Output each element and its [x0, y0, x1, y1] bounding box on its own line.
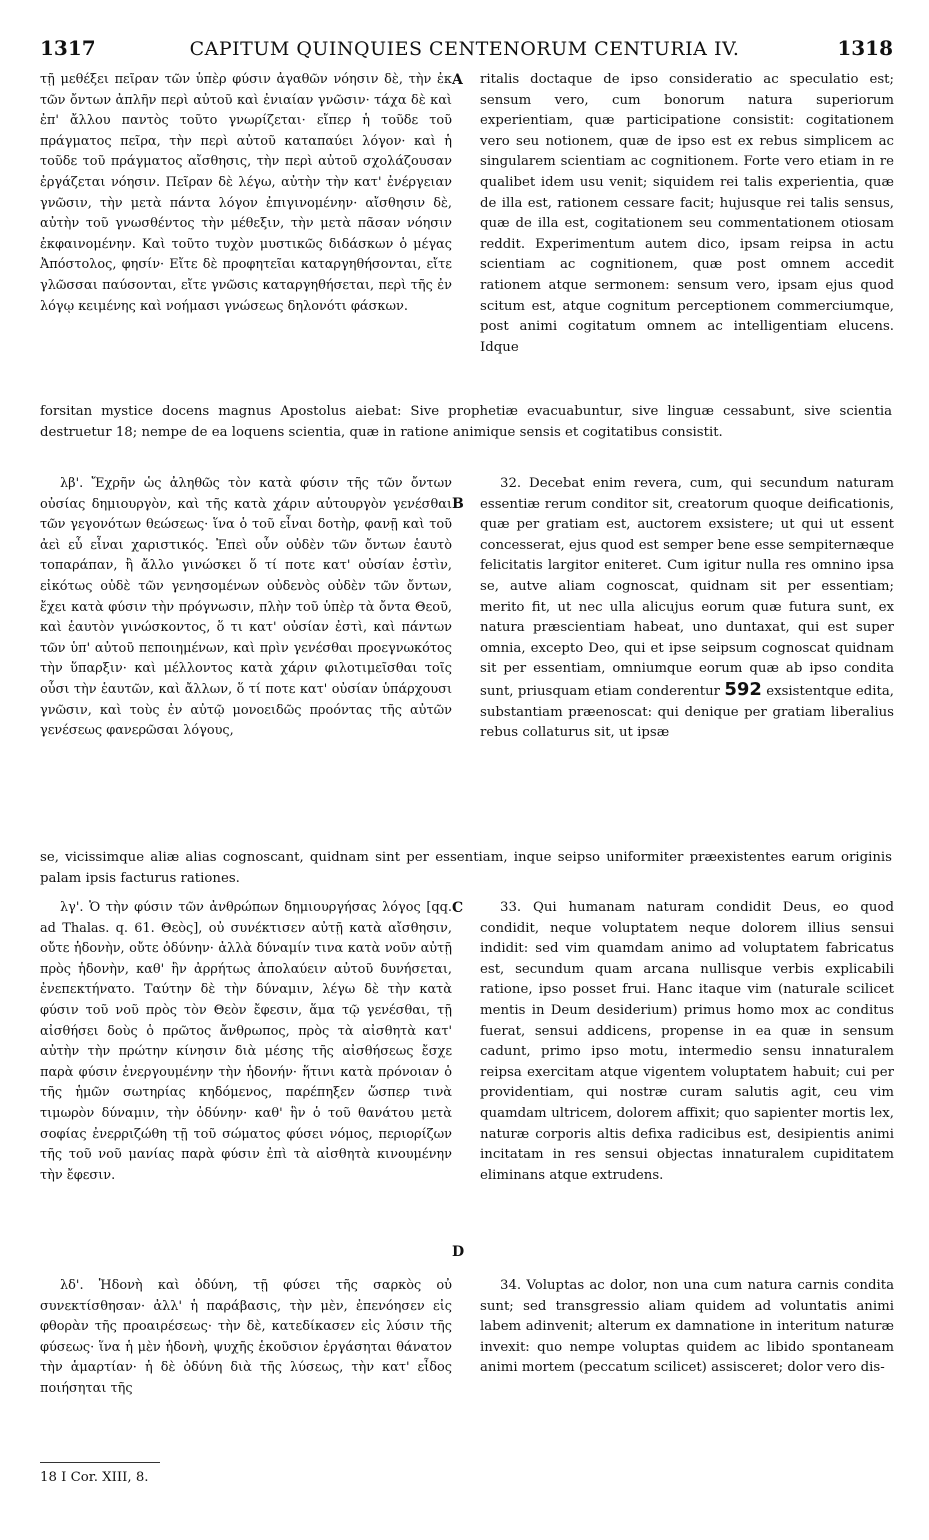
greek-text-b: λβ'. Ἔχρῆν ὡς ἀληθῶς τὸν κατὰ φύσιν τῆς τῶν ὄντων οὐσίας δημιουργὸν, καὶ τῆς κατὰ χάριν αὐτουργὸν γενέσθαι τῶν γεγονότων θεώσεως· ἵνα ὁ τοῦ εἶναι δοτὴρ, φανῇ καὶ τοῦ ἀεὶ εὖ εἶναι χαριστικός. Ἐπεὶ οὖν οὐδὲν τῶν ὄντων ἑαυτὸ τοπαράπαν, ἢ ἄλλο γινώσκει ὅ τί ποτε κατ' οὐσίαν ἐστὶν, εἰκότως οὐδὲ τῶν γενησομένων οὐδενὸς οὐδὲν τῶν ὄντων, ἔχει κατὰ φύσιν τὴν πρόγνωσιν, πλὴν τοῦ ὑπὲρ τὰ ὄντα Θεοῦ, καὶ ἑαυτὸν γινώσκοντος, ὅ τι κατ' οὐσίαν ἐστὶ, καὶ πάντων τῶν ὑπ' αὐτοῦ πεποιημένων, καὶ πρὶν γενέσθαι προεγνωκότος τὴν ὕπαρξιν· καὶ μέλλοντος κατὰ χάριν φιλοτιμεῖσθαι τοῖς οὖσι τὴν ἑαυτῶν, καὶ ἄλλων, ὅ τί ποτε κατ' οὐσίαν ὑπάρχουσι γνῶσιν, καὶ τοὺς ἐν αὐτῷ μονοειδῶς προόντας τῆς αὐτῶν γενέσεως φανερῶσαι λόγους,	[40, 476, 452, 739]
page-number-left: 1317	[40, 36, 96, 60]
page-number-right: 1318	[837, 36, 893, 60]
latin-text-b-post: exsistentque edita, substantiam præenoscat: qui denique per gratiam liberalius rebus collaturus sit, ut ipsæ	[480, 683, 894, 741]
latin-text-b	[480, 474, 894, 744]
latin-text-a: ritalis doctaque de ipso consideratio ac speculatio est; sensum vero, cum bonorum natura superiorum experientiam, quæ participatione consistit: cogitationem vero seu notionem, quæ de ipso est ex rebus simplicem ac singularem scientiam ac cognitionem. Forte vero etiam in re qualibet idem usu venit; siquidem rei talis experientia, quæ de illa est, rationem cessare facit; hujusque rei talis sensus, quæ de illa est, cogitationem seu commentationem otiosam reddit. Experimentum autem dico, ipsam reipsa in actu scientiam ac cognitionem, quæ post omnem accedit rationem atque sermonem: sensum vero, ipsam ejus quod scitum est, atque cognitum perceptionem commerciumque, post animi cogitatum omnem ac intelligentiam elucens. Idque	[480, 72, 894, 355]
full-width-text-a: forsitan mystice docens magnus Apostolus aiebat: Sive prophetiæ evacuabuntur, sive linguæ cessabunt, sive scientia destruetur 18; nempe de ea loquens scientia, quæ in ratione animique sensis et cogitatibus consistit.	[40, 404, 892, 440]
section-c	[40, 898, 894, 1268]
greek-text-c: λγ'. Ὁ τὴν φύσιν τῶν ἀνθρώπων δημιουργήσας λόγος [qq. ad Thalas. q. 61. Θεὸς], οὐ συνέκτισεν αὐτῇ κατὰ αἴσθησιν, οὔτε ἡδονὴν, οὔτε ὀδύνην· ἀλλὰ δύναμίν τινα κατὰ νοῦν αὐτῇ πρὸς ἡδονὴν, καθ' ἣν ἀρρήτως ἀπολαύειν αὐτοῦ δυνήσεται, ἐνεπεκτήνατο. Ταύτην δὲ τὴν δύναμιν, λέγω δὲ τὴν κατὰ φύσιν τοῦ νοῦ πρὸς τὸν Θεὸν ἔφεσιν, ἅμα τῷ γενέσθαι, τῇ αἰσθήσει δοὺς ὁ πρῶτος ἄνθρωπος, πρὸς τὰ αἰσθητὰ κατ' αὐτὴν τὴν πρώτην κίνησιν διὰ μέσης τῆς αἰσθήσεως ἔσχε παρὰ φύσιν ἐνεργουμένην τὴν ἡδονήν· ἥτινι κατὰ πρόνοιαν ὁ τῆς ἡμῶν σωτηρίας κηδόμενος, παρέπηξεν ὥσπερ τινὰ τιμωρὸν δύναμιν, τὴν ὀδύνην· καθ' ἣν ὁ τοῦ θανάτου μετὰ σοφίας ἐνερριζώθη τῇ τοῦ σώματος φύσει νόμος, περιορίζων τῆς τοῦ νοῦ μανίας παρὰ φύσιν ἐπὶ τὰ αἰσθητὰ κινουμένην τὴν ἔφεσιν.	[40, 900, 452, 1183]
margin-marker-a: A	[452, 72, 463, 88]
section-b	[40, 474, 894, 834]
section-a	[40, 70, 894, 396]
section-d	[40, 1276, 894, 1426]
column-number: 592	[724, 678, 762, 700]
greek-text-a: τῇ μεθέξει πεῖραν τῶν ὑπὲρ φύσιν ἀγαθῶν νόησιν δὲ, τὴν ἐκ τῶν ὄντων ἀπλῆν περὶ αὐτοῦ καὶ ἐνιαίαν γνῶσιν· τάχα δὲ καὶ ἐπ' ἄλλου παντὸς τοῦτο γνωρίζεται· εἴπερ ἡ τοῦδε τοῦ πράγματος πεῖρα, τὴν περὶ αὐτοῦ καταπαύει λόγον· καὶ ἡ τοῦδε τοῦ πράγματος αἴσθησις, τὴν περὶ αὐτοῦ σχολάζουσαν ἐργάζεται νόησιν. Πεῖραν δὲ λέγω, αὐτὴν τὴν κατ' ἐνέργειαν γνῶσιν, τὴν μετὰ πάντα λόγον ἐπιγινομένην· αἴσθησιν δὲ, αὐτὴν τοῦ γνωσθέντος τὴν μέθεξιν, τὴν μετὰ πᾶσαν νόησιν ἐκφαινομένην. Καὶ τοῦτο τυχὸν μυστικῶς διδάσκων ὁ μέγας Ἀπόστολος, φησίν· Εἴτε δὲ προφητεῖαι καταργηθήσονται, εἴτε γλῶσσαι παύσονται, εἴτε γνῶσις καταργηθήσεται, περὶ τῆς ἐν λόγῳ κειμένης καὶ νοήμασι γνώσεως δηλονότι φάσκων.	[40, 72, 452, 314]
footnote: 18 I Cor. XIII, 8.	[40, 1470, 149, 1485]
latin-text-c: 33. Qui humanam naturam condidit Deus, eo quod condidit, neque voluptatem neque dolorem illius sensui indidit: sed vim quamdam animo ad voluptatem fabricatus est, secundum quam arcana nullisque verbis explicabili ratione, ipso posset frui. Hanc itaque vim (naturale scilicet mentis in Deum desiderium) primus homo mox ac conditus fuerat, sensui addicens, propense in ea quæ in sensum cadunt, primo ipso motu, intermedio sensu innaturalem reipsa exercitam atque vigentem voluptatem habuit; cui per providentiam, qui nostræ curam salutis agit, ceu vim quamdam ultricem, dolorem affixit; quo sapienter mortis lex, naturæ corporis altis defixa radicibus est, desipientis animi incitatam in res sensui objectas innaturalem cupiditatem eliminans atque extrudens.	[480, 900, 894, 1183]
margin-marker-d: D	[452, 1244, 465, 1260]
latin-text-d: 34. Voluptas ac dolor, non una cum natura carnis condita sunt; sed transgressio aliam quidem ad voluntatis animi labem adinvenit; alterum ex damnatione in interitum naturæ invexit: quo nempe voluptas quidem ac libido spontaneam animi mortem (peccatum scilicet) assisceret; dolor vero dis-	[480, 1278, 894, 1376]
margin-marker-c: C	[452, 900, 464, 916]
running-title: CAPITUM QUINQUIES CENTENORUM CENTURIA IV.	[189, 38, 740, 60]
full-width-text-b: se, vicissimque aliæ alias cognoscant, quidnam sint per essentiam, inque seipso uniformiter præexistentes earum originis palam ipsis facturus rationes.	[40, 850, 892, 886]
latin-text-b-pre: 32. Decebat enim revera, cum, qui secundum naturam essentiæ rerum conditor sit, creatorum quoque deificationis, quæ per gratiam est, auctorem exsistere; ut qui ut essent concesserat, ejus quod est semper bene esse sempiternæque felicitatis largitor eniteret. Cum igitur nulla res omnino ipsa se, autve aliam cognoscat, quidnam sit per essentiam; merito fit, ut nec ulla alicujus eorum quæ futura sunt, ex natura præscientiam habeat, uno duntaxat, qui est super omnia, excepto Deo, qui et ipse seipsum cognoscat quidnam sit per essentiam, omniumque eorum quæ ab ipso condita sunt, priusquam etiam conderentur	[480, 476, 894, 699]
page-header	[0, 34, 929, 64]
margin-marker-b: B	[452, 496, 464, 512]
greek-text-d: λδ'. Ἡδονὴ καὶ ὀδύνη, τῇ φύσει τῆς σαρκὸς οὐ συνεκτίσθησαν· ἀλλ' ἡ παράβασις, τὴν μὲν, ἐπενόησεν εἰς φθορὰν τῆς προαιρέσεως· τὴν δὲ, κατεδίκασεν εἰς λύσιν τῆς φύσεως· ἵνα ἡ μὲν ἡδονὴ, ψυχῆς ἑκοῦσιον ἐργάσηται θάνατον τὴν ἁμαρτίαν· ἡ δὲ ὀδύνη διὰ τῆς λύσεως, τὴν κατ' εἶδος ποιήσηται τῆς	[40, 1278, 452, 1396]
footnote-rule	[40, 1462, 160, 1463]
